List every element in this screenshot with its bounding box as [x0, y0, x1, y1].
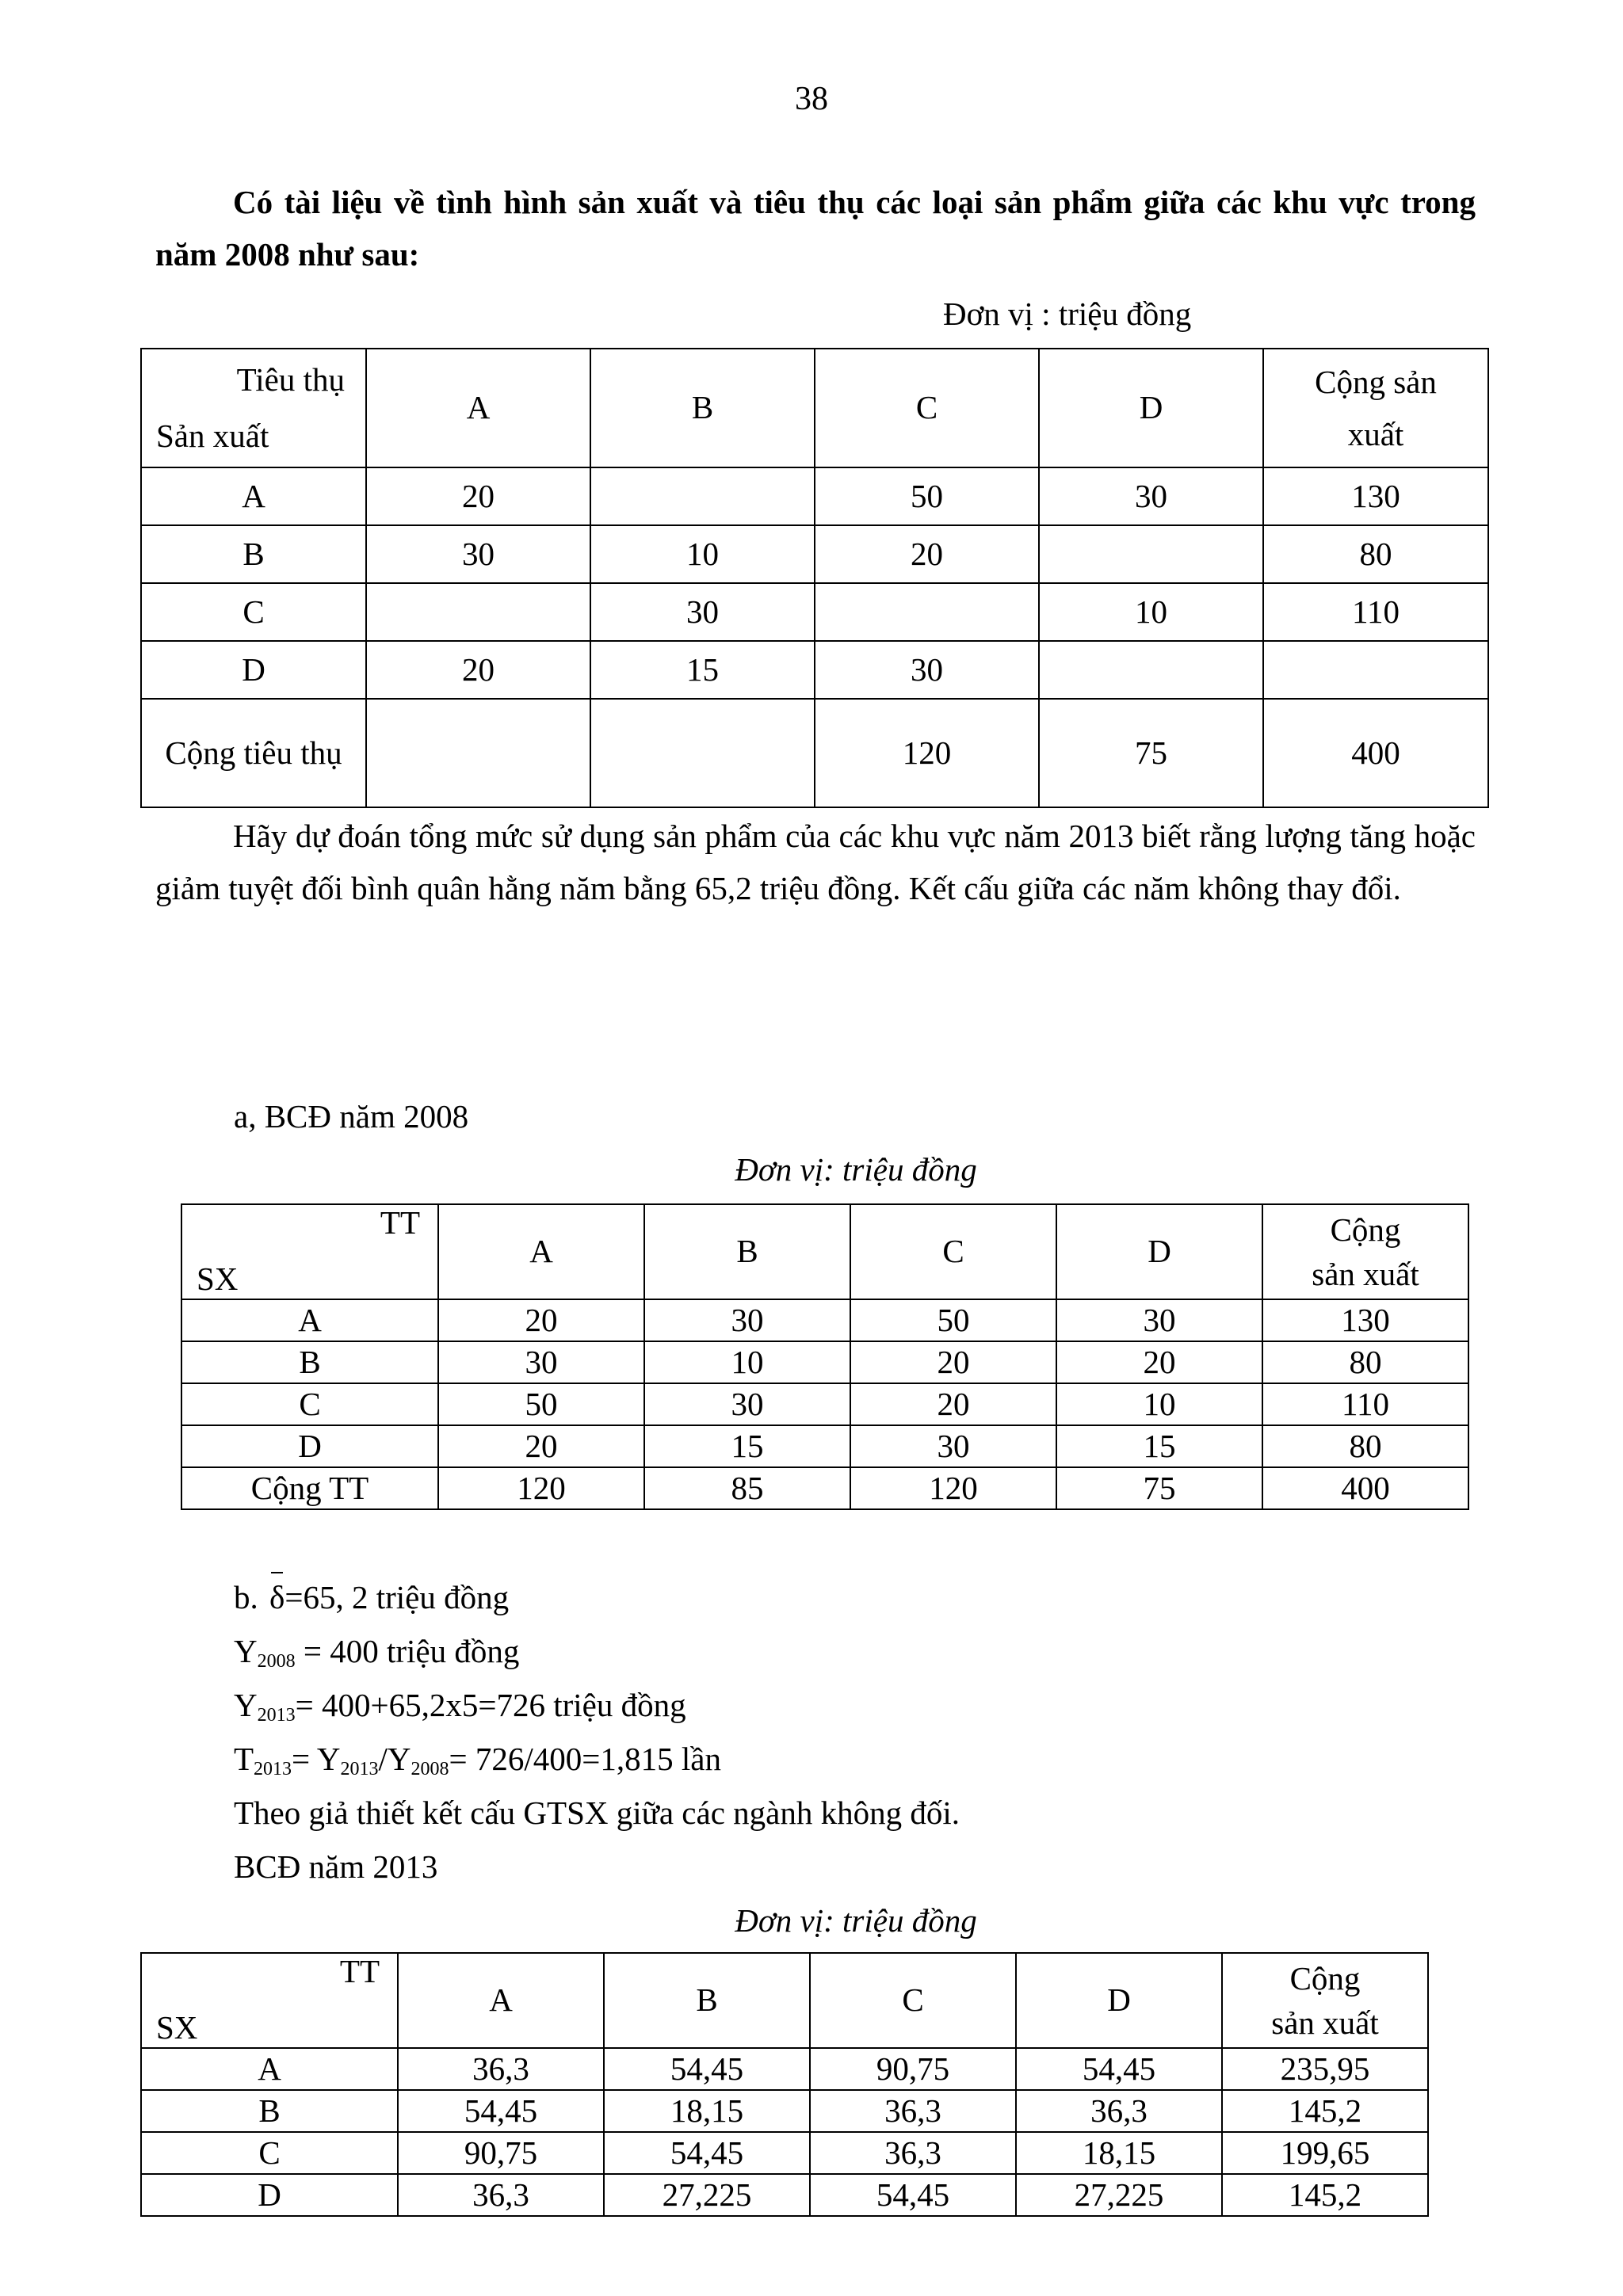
table-cell: 30 — [438, 1341, 644, 1383]
column-header: B — [604, 1953, 810, 2048]
table-cell: 30 — [644, 1299, 850, 1341]
corner-production-label: SX — [197, 1260, 239, 1297]
total-header-line2: xuất — [1347, 416, 1404, 452]
column-header: D — [1056, 1204, 1262, 1299]
column-header: B — [644, 1204, 850, 1299]
table-cell: 20 — [366, 467, 590, 525]
part-b-block — [234, 1570, 960, 1894]
table-corner-cell — [141, 1953, 398, 2048]
table-cell: 54,45 — [604, 2048, 810, 2090]
table-cell: 400 — [1263, 699, 1488, 807]
table-row — [181, 1383, 1468, 1425]
delta-unit: triệu đồng — [376, 1579, 510, 1615]
table-cell: 90,75 — [810, 2048, 1016, 2090]
table-row — [141, 2048, 1428, 2090]
table-cell: 80 — [1263, 525, 1488, 583]
table-cell: 54,45 — [398, 2090, 604, 2132]
column-header: A — [398, 1953, 604, 2048]
table-cell: 30 — [1056, 1299, 1262, 1341]
table-cell — [590, 467, 815, 525]
table-row — [181, 1425, 1468, 1467]
corner-production-label: SX — [156, 2008, 198, 2046]
table2-unit: Đơn vị: triệu đồng — [735, 1151, 977, 1188]
table-row — [141, 525, 1488, 583]
total-header-line1: Cộng — [1330, 1211, 1401, 1248]
table-cell: 18,15 — [604, 2090, 810, 2132]
table-cell: 130 — [1263, 467, 1488, 525]
row-label: B — [141, 525, 366, 583]
table-cell: 400 — [1262, 1467, 1468, 1509]
t2013-line: $T_{2013}= Y_{2013}/Y_{2008}= 726/400=1,815$ lần — [234, 1741, 721, 1779]
table-cell — [1039, 525, 1263, 583]
row-label: C — [181, 1383, 438, 1425]
y2013-line: $Y_{2013}= 400+65,2x5=726$ triệu đồng — [234, 1687, 686, 1726]
table-cell: 20 — [366, 641, 590, 699]
table-cell: 30 — [590, 583, 815, 641]
table-cell: 36,3 — [398, 2048, 604, 2090]
table-row — [141, 2174, 1428, 2216]
assumption-line: Theo giả thiết kết cấu GTSX giữa các ngành không đối. — [234, 1794, 960, 1831]
table-row — [141, 583, 1488, 641]
table-cell: 20 — [438, 1425, 644, 1467]
column-header: A — [366, 349, 590, 467]
row-label: A — [141, 2048, 398, 2090]
table-header-row — [181, 1204, 1468, 1299]
table-cell: 36,3 — [810, 2090, 1016, 2132]
table-cell: 20 — [850, 1383, 1056, 1425]
delta-bar-symbol: δ — [269, 1570, 285, 1624]
table-corner-cell — [181, 1204, 438, 1299]
total-header-line1: Cộng sản — [1315, 364, 1437, 400]
row-label: Cộng TT — [181, 1467, 438, 1509]
table1-unit: Đơn vị : triệu đồng — [943, 296, 1192, 332]
y2008-line: $Y_{2008} = 400$ triệu đồng — [234, 1633, 520, 1672]
table-cell: 85 — [644, 1467, 850, 1509]
table-corner-cell — [141, 349, 366, 467]
table-cell — [366, 583, 590, 641]
table-cell: 110 — [1263, 583, 1488, 641]
bcd-2013-label: BCĐ năm 2013 — [234, 1848, 438, 1885]
table-row — [141, 2132, 1428, 2174]
page-number: 38 — [795, 81, 828, 117]
table-cell — [1263, 641, 1488, 699]
table-cell: 30 — [815, 641, 1039, 699]
table-cell: 30 — [1039, 467, 1263, 525]
table-bcd-2013 — [140, 1952, 1429, 2217]
table-row — [141, 641, 1488, 699]
table-cell — [366, 699, 590, 807]
table-cell: 50 — [438, 1383, 644, 1425]
total-row — [141, 699, 1488, 807]
table-header-row — [141, 1953, 1428, 2048]
table-bcd-2008 — [181, 1203, 1469, 1510]
intro-paragraph: Có tài liệu về tình hình sản xuất và tiêu thụ các loại sản phẩm giữa các khu vực trong năm 2008 như sau: — [155, 184, 1476, 273]
total-column-header — [1263, 349, 1488, 467]
total-header-line2: sản xuất — [1271, 2004, 1379, 2041]
table3-unit: Đơn vị: triệu đồng — [735, 1902, 977, 1939]
table-cell: 30 — [850, 1425, 1056, 1467]
table-cell: 20 — [815, 525, 1039, 583]
total-header-line2: sản xuất — [1312, 1256, 1419, 1292]
table-cell: 18,15 — [1016, 2132, 1222, 2174]
delta-line — [234, 1570, 960, 1624]
part-a-label: a, BCĐ năm 2008 — [234, 1098, 469, 1135]
row-label: Cộng tiêu thụ — [141, 699, 366, 807]
table-cell: 199,65 — [1222, 2132, 1428, 2174]
table-cell: 120 — [815, 699, 1039, 807]
table-cell: 235,95 — [1222, 2048, 1428, 2090]
table-cell: 54,45 — [1016, 2048, 1222, 2090]
table-cell: 54,45 — [604, 2132, 810, 2174]
table-header-row — [141, 349, 1488, 467]
table-cell: 10 — [590, 525, 815, 583]
question-paragraph: Hãy dự đoán tổng mức sử dụng sản phẩm của các khu vực năm 2013 biết rằng lượng tăng hoặc giảm tuyệt đối bình quân hằng năm bằng 65,2 triệu đồng. Kết cấu giữa các năm không thay đổi. — [155, 818, 1476, 906]
table-cell: 36,3 — [810, 2132, 1016, 2174]
corner-consumption-label: TT — [339, 1953, 380, 1989]
table-cell: 80 — [1262, 1341, 1468, 1383]
total-column-header — [1222, 1953, 1428, 2048]
table-cell: 54,45 — [810, 2174, 1016, 2216]
table-cell — [815, 583, 1039, 641]
row-label: A — [141, 467, 366, 525]
table-row — [181, 1299, 1468, 1341]
corner-consumption-label: Tiêu thụ — [236, 361, 345, 398]
table-cell: 27,225 — [604, 2174, 810, 2216]
column-header: C — [810, 1953, 1016, 2048]
row-label: A — [181, 1299, 438, 1341]
table-cell: 15 — [590, 641, 815, 699]
row-label: D — [181, 1425, 438, 1467]
table-cell: 36,3 — [398, 2174, 604, 2216]
table-cell: 20 — [850, 1341, 1056, 1383]
table-cell: 27,225 — [1016, 2174, 1222, 2216]
row-label: D — [141, 641, 366, 699]
table-cell: 36,3 — [1016, 2090, 1222, 2132]
table-row — [141, 2090, 1428, 2132]
table-cell: 80 — [1262, 1425, 1468, 1467]
column-header: D — [1016, 1953, 1222, 2048]
table-row — [141, 467, 1488, 525]
table-cell: 90,75 — [398, 2132, 604, 2174]
delta-value: =65, 2 — [285, 1579, 369, 1615]
column-header: C — [815, 349, 1039, 467]
table-row — [181, 1341, 1468, 1383]
table-cell: 20 — [1056, 1341, 1262, 1383]
row-label: C — [141, 2132, 398, 2174]
table-cell: 145,2 — [1222, 2174, 1428, 2216]
column-header: D — [1039, 349, 1263, 467]
total-header-line1: Cộng — [1289, 1960, 1361, 1997]
column-header: C — [850, 1204, 1056, 1299]
table-cell: 130 — [1262, 1299, 1468, 1341]
row-label: D — [141, 2174, 398, 2216]
row-label: C — [141, 583, 366, 641]
table-cell: 75 — [1056, 1467, 1262, 1509]
table-cell: 30 — [644, 1383, 850, 1425]
table-cell: 75 — [1039, 699, 1263, 807]
table-cell: 10 — [1039, 583, 1263, 641]
table-cell — [1039, 641, 1263, 699]
part-b-prefix: b. — [234, 1579, 258, 1615]
column-header: A — [438, 1204, 644, 1299]
table-cell: 10 — [1056, 1383, 1262, 1425]
corner-consumption-label: TT — [380, 1204, 420, 1241]
column-header: B — [590, 349, 815, 467]
table-2008-raw — [140, 348, 1489, 808]
table-cell: 50 — [815, 467, 1039, 525]
total-row — [181, 1467, 1468, 1509]
table-cell: 120 — [850, 1467, 1056, 1509]
total-column-header — [1262, 1204, 1468, 1299]
table-cell: 30 — [366, 525, 590, 583]
table-cell: 50 — [850, 1299, 1056, 1341]
table-cell: 15 — [1056, 1425, 1262, 1467]
table-cell: 10 — [644, 1341, 850, 1383]
corner-production-label: Sản xuất — [156, 417, 269, 454]
row-label: B — [181, 1341, 438, 1383]
table-cell: 15 — [644, 1425, 850, 1467]
row-label: B — [141, 2090, 398, 2132]
table-cell: 120 — [438, 1467, 644, 1509]
table-cell: 145,2 — [1222, 2090, 1428, 2132]
table-cell: 20 — [438, 1299, 644, 1341]
table-cell: 110 — [1262, 1383, 1468, 1425]
table-cell — [590, 699, 815, 807]
